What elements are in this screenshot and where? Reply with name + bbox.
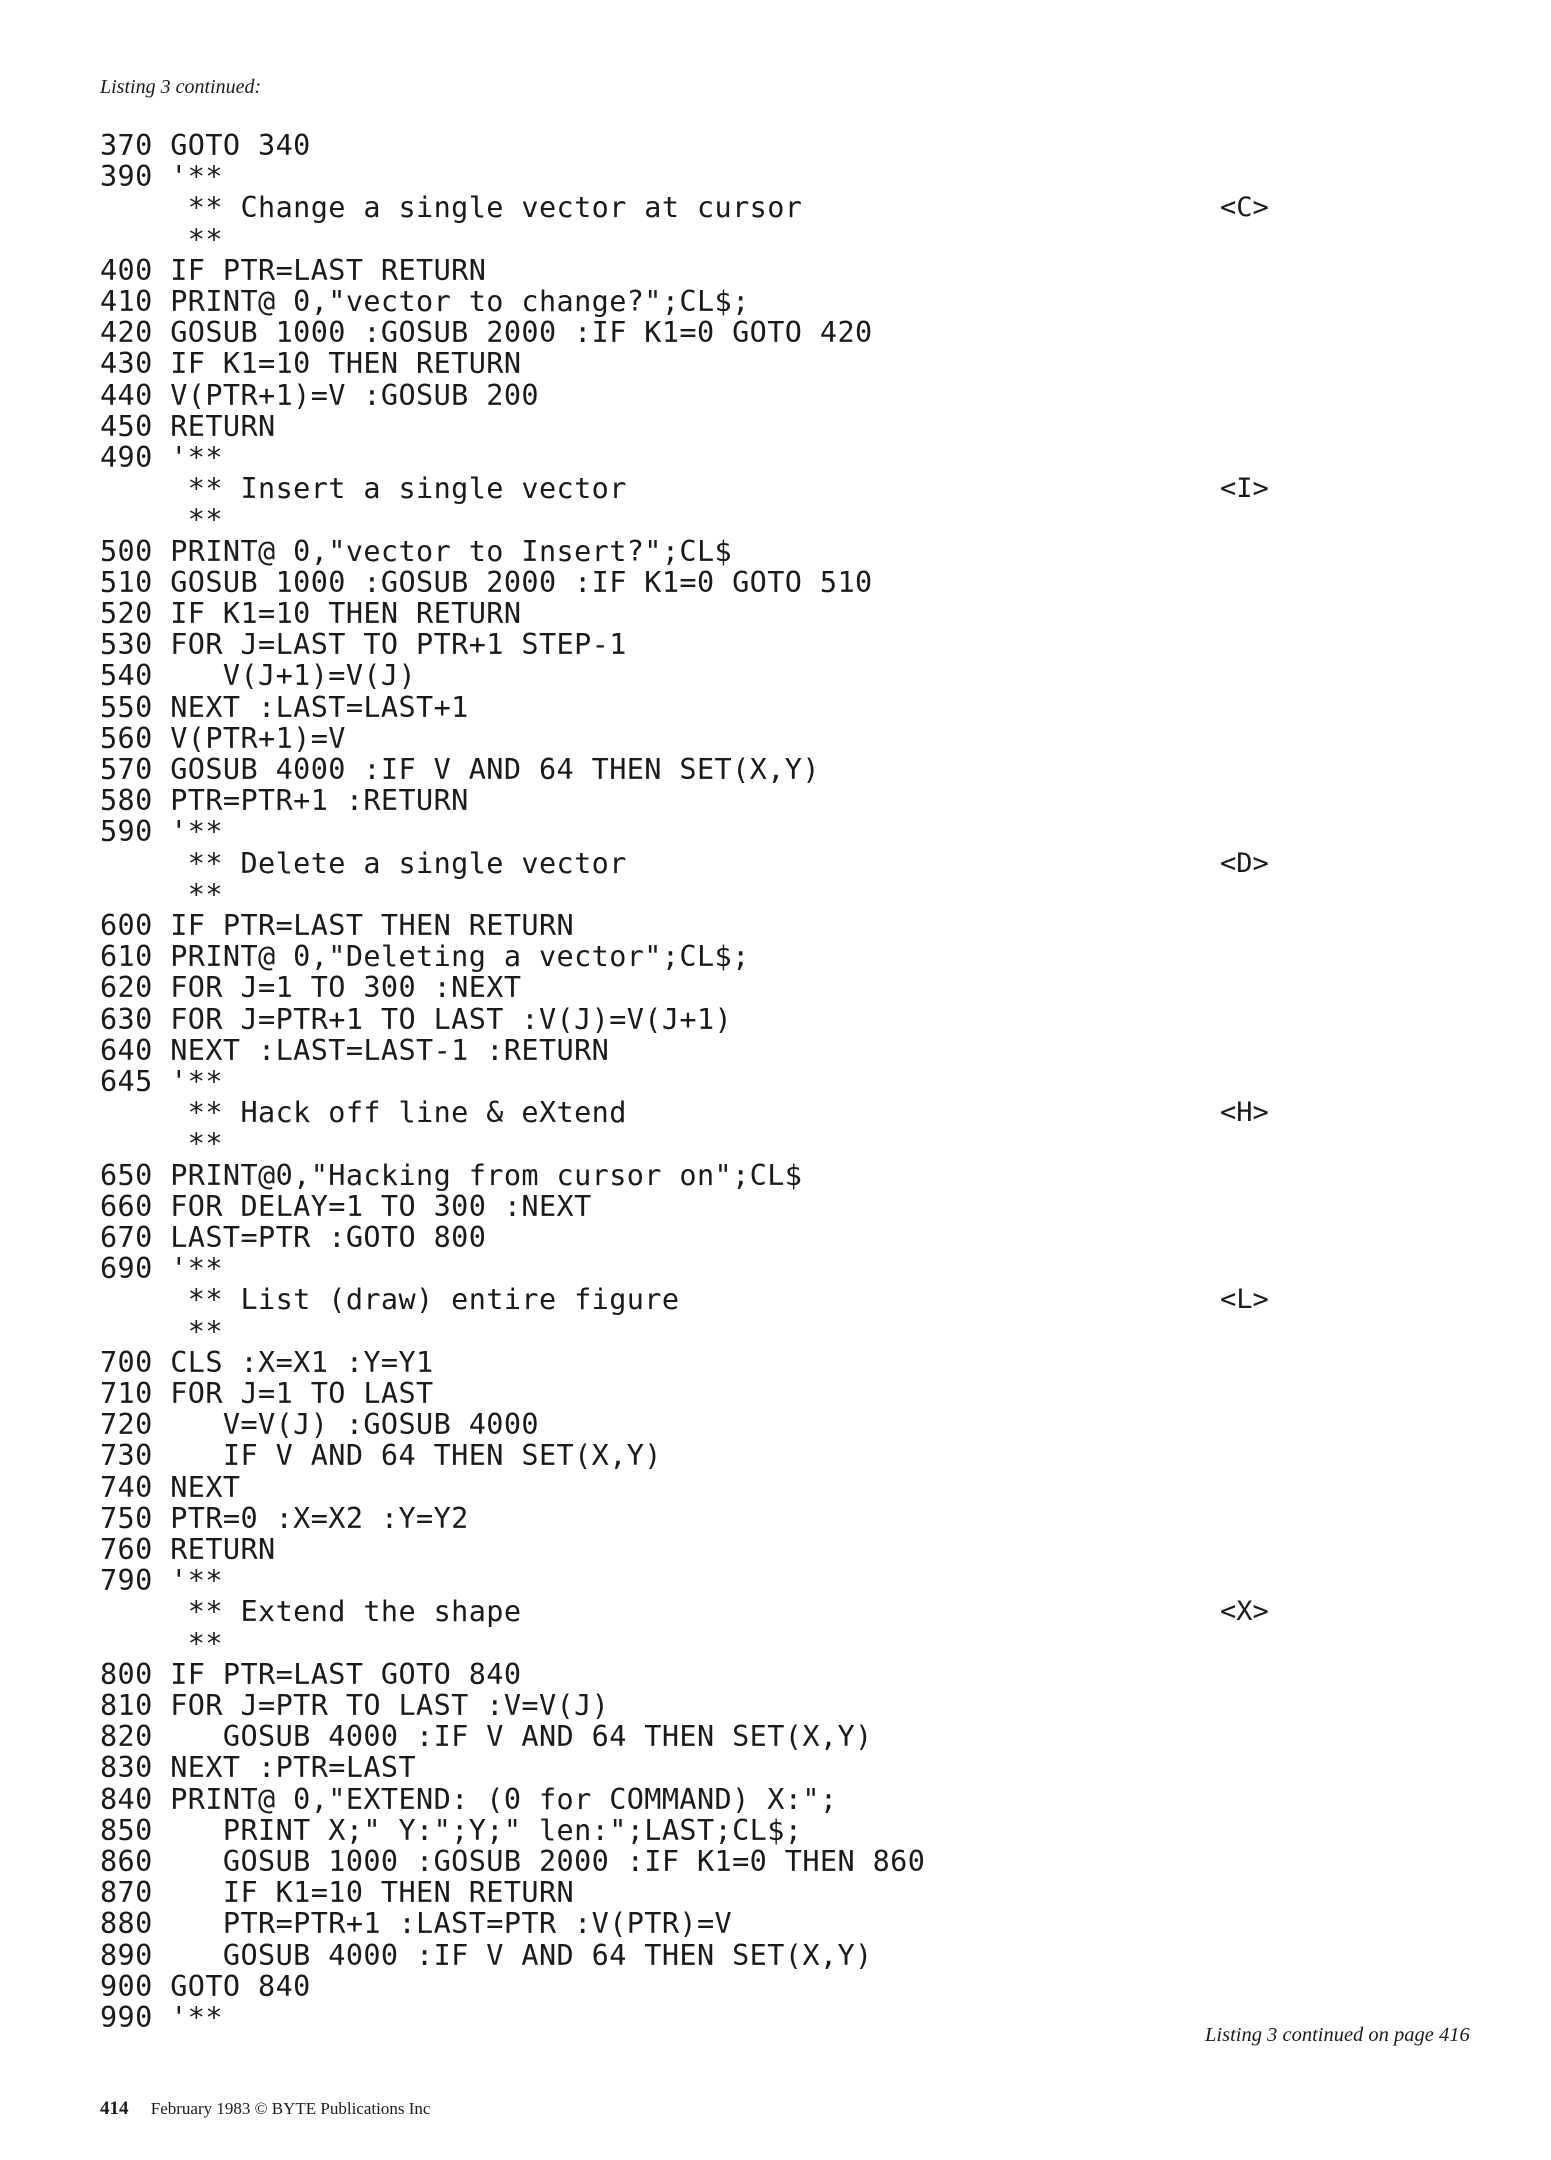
code-line: 660 FOR DELAY=1 TO 300 :NEXT: [100, 1190, 592, 1223]
command-key-label: <C>: [1220, 192, 1269, 223]
command-key-label: <L>: [1220, 1284, 1269, 1315]
page-number: 414: [100, 2098, 129, 2119]
publication-line: February 1983 © BYTE Publications Inc: [150, 2099, 431, 2118]
code-line: 590 '**: [100, 815, 223, 848]
code-line: 540 V(J+1)=V(J): [100, 659, 417, 692]
code-line: 420 GOSUB 1000 :GOSUB 2000 :IF K1=0 GOTO 420: [100, 316, 873, 349]
code-line: 840 PRINT@ 0,"EXTEND: (0 for COMMAND) X:";: [100, 1783, 838, 1816]
code-line: **: [100, 1627, 223, 1660]
continued-note: Listing 3 continued on page 416: [1205, 2024, 1470, 2046]
command-key-label: <X>: [1220, 1596, 1269, 1627]
code-line: **: [100, 223, 223, 256]
code-line: **: [100, 878, 223, 911]
code-line: ** Change a single vector at cursor: [100, 191, 803, 224]
code-line: 810 FOR J=PTR TO LAST :V=V(J): [100, 1689, 610, 1722]
code-line: ** Hack off line & eXtend: [100, 1096, 627, 1129]
code-line: 400 IF PTR=LAST RETURN: [100, 254, 487, 287]
code-line: 870 IF K1=10 THEN RETURN: [100, 1876, 575, 1909]
code-line: 640 NEXT :LAST=LAST-1 :RETURN: [100, 1034, 610, 1067]
code-line: 750 PTR=0 :X=X2 :Y=Y2: [100, 1502, 469, 1535]
code-line: 390 '**: [100, 160, 223, 193]
code-line: 900 GOTO 840: [100, 1970, 311, 2003]
code-line: 410 PRINT@ 0,"vector to change?";CL$;: [100, 285, 750, 318]
code-line: 710 FOR J=1 TO LAST: [100, 1377, 434, 1410]
code-line: 510 GOSUB 1000 :GOSUB 2000 :IF K1=0 GOTO 510: [100, 566, 873, 599]
code-line: **: [100, 1315, 223, 1348]
code-line: 600 IF PTR=LAST THEN RETURN: [100, 909, 575, 942]
code-line: ** List (draw) entire figure: [100, 1283, 680, 1316]
code-line: 690 '**: [100, 1252, 223, 1285]
code-line: 670 LAST=PTR :GOTO 800: [100, 1221, 487, 1254]
code-line: 730 IF V AND 64 THEN SET(X,Y): [100, 1439, 662, 1472]
code-line: 720 V=V(J) :GOSUB 4000: [100, 1408, 539, 1441]
code-line: 430 IF K1=10 THEN RETURN: [100, 347, 522, 380]
code-line: 500 PRINT@ 0,"vector to Insert?";CL$: [100, 535, 733, 568]
code-line: 860 GOSUB 1000 :GOSUB 2000 :IF K1=0 THEN 860: [100, 1845, 926, 1878]
command-key-label: <D>: [1220, 848, 1269, 879]
code-line: 800 IF PTR=LAST GOTO 840: [100, 1658, 522, 1691]
code-line: 490 '**: [100, 441, 223, 474]
code-line: 645 '**: [100, 1065, 223, 1098]
code-line: 830 NEXT :PTR=LAST: [100, 1751, 417, 1784]
command-key-label: <H>: [1220, 1097, 1269, 1128]
code-line: 850 PRINT X;" Y:";Y;" len:";LAST;CL$;: [100, 1814, 803, 1847]
code-line: 550 NEXT :LAST=LAST+1: [100, 691, 469, 724]
code-line: 790 '**: [100, 1564, 223, 1597]
code-line: 700 CLS :X=X1 :Y=Y1: [100, 1346, 434, 1379]
code-line: ** Delete a single vector: [100, 847, 627, 880]
code-line: 580 PTR=PTR+1 :RETURN: [100, 784, 469, 817]
code-line: 370 GOTO 340: [100, 129, 311, 162]
code-line: 880 PTR=PTR+1 :LAST=PTR :V(PTR)=V: [100, 1907, 733, 1940]
code-line: 820 GOSUB 4000 :IF V AND 64 THEN SET(X,Y): [100, 1720, 873, 1753]
listing-caption: Listing 3 continued:: [100, 76, 262, 98]
page-footer: [100, 2098, 430, 2120]
code-line: 620 FOR J=1 TO 300 :NEXT: [100, 971, 522, 1004]
code-line: ** Insert a single vector: [100, 472, 627, 505]
code-line: 610 PRINT@ 0,"Deleting a vector";CL$;: [100, 940, 750, 973]
code-line: 520 IF K1=10 THEN RETURN: [100, 597, 522, 630]
code-line: 890 GOSUB 4000 :IF V AND 64 THEN SET(X,Y): [100, 1939, 873, 1972]
code-line: 630 FOR J=PTR+1 TO LAST :V(J)=V(J+1): [100, 1003, 733, 1036]
code-line: 650 PRINT@0,"Hacking from cursor on";CL$: [100, 1159, 803, 1192]
code-line: 760 RETURN: [100, 1533, 276, 1566]
code-line: 560 V(PTR+1)=V: [100, 722, 346, 755]
code-line: 530 FOR J=LAST TO PTR+1 STEP-1: [100, 628, 627, 661]
command-key-label: <I>: [1220, 473, 1269, 504]
code-line: 570 GOSUB 4000 :IF V AND 64 THEN SET(X,Y): [100, 753, 820, 786]
code-line: 440 V(PTR+1)=V :GOSUB 200: [100, 379, 539, 412]
code-line: 990 '**: [100, 2001, 223, 2034]
code-line: ** Extend the shape: [100, 1595, 522, 1628]
code-line: 740 NEXT: [100, 1471, 241, 1504]
code-line: **: [100, 503, 223, 536]
code-line: 450 RETURN: [100, 410, 276, 443]
code-line: **: [100, 1127, 223, 1160]
